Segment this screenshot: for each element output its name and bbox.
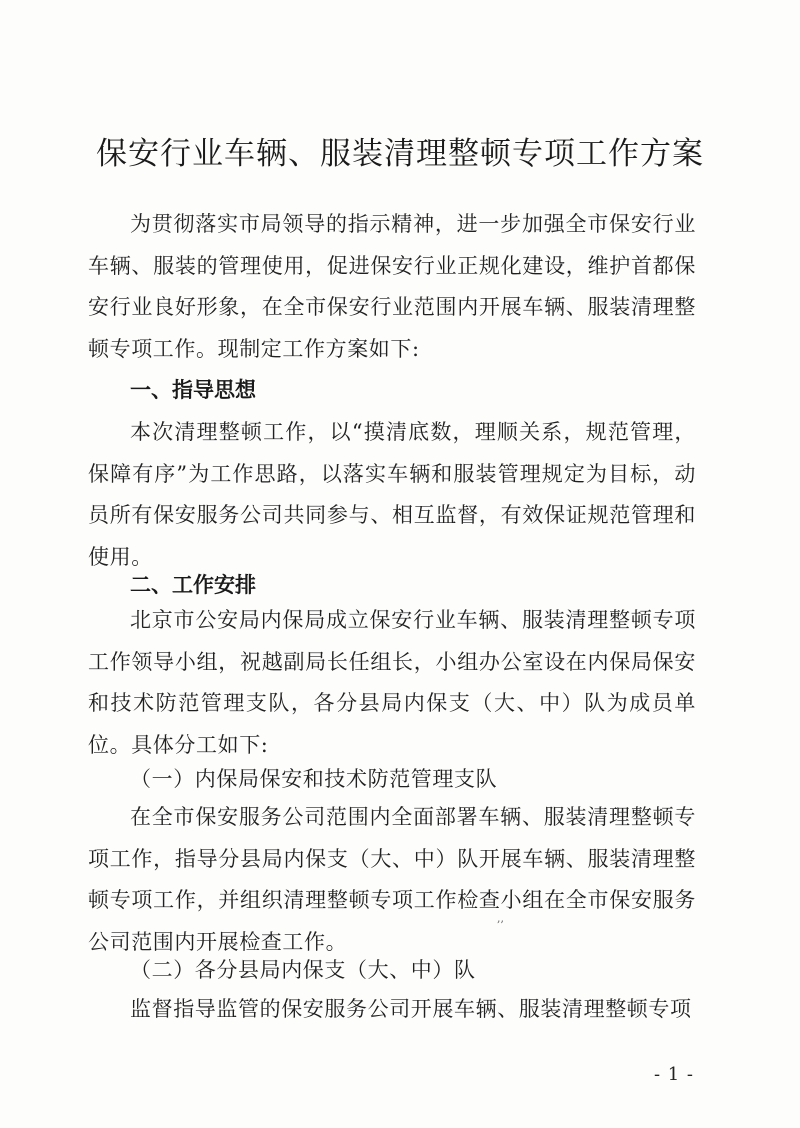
section-heading-guiding-ideology: 一、指导思想 [130,378,256,402]
subsection-heading-security-detachment: （一）内保局保安和技术防范管理支队 [130,767,498,791]
district-brigades-paragraph: 监督指导监管的保安服务公司开展车辆、服装清理整顿专项 [130,997,692,1021]
work-arrangement-paragraph: 北京市公安局内保局成立保安行业车辆、服装清理整顿专项工作领导小组，祝越副局长任组长，小组办公室设在内保局保安和技术防范管理支队，各分县局内保支（大、中）队为成员单位。具体分工如下: [88,608,696,757]
subsection-heading-district-brigades: （二）各分县局内保支（大、中）队 [130,958,476,982]
intro-paragraph: 为贯彻落实市局领导的指示精神，进一步加强全市保安行业车辆、服装的管理使用，促进保安行业正规化建设，维护首都保安行业良好形象，在全市保安行业范围内开展车辆、服装清理整顿专项工作。现制定工作方案如下: [88,212,696,361]
document-title: 保安行业车辆、服装清理整顿专项工作方案 [96,136,704,172]
security-detachment-paragraph: 在全市保安服务公司范围内全面部署车辆、服装清理整顿专项工作，指导分县局内保支（大、中）队开展车辆、服装清理整顿专项工作，并组织清理整顿专项工作检查小组在全市保安服务公司范围内开展检查工作。 [88,805,696,954]
scan-speck: ,, [497,912,504,925]
section-heading-work-arrangement: 二、工作安排 [130,573,256,597]
page-number: - 1 - [653,1064,694,1085]
guiding-ideology-paragraph: 本次清理整顿工作，以“摸清底数，理顺关系，规范管理，保障有序”为工作思路，以落实车辆和服装管理规定为目标，动员所有保安服务公司共同参与、相互监督，有效保证规范管理和使用。 [88,420,696,569]
